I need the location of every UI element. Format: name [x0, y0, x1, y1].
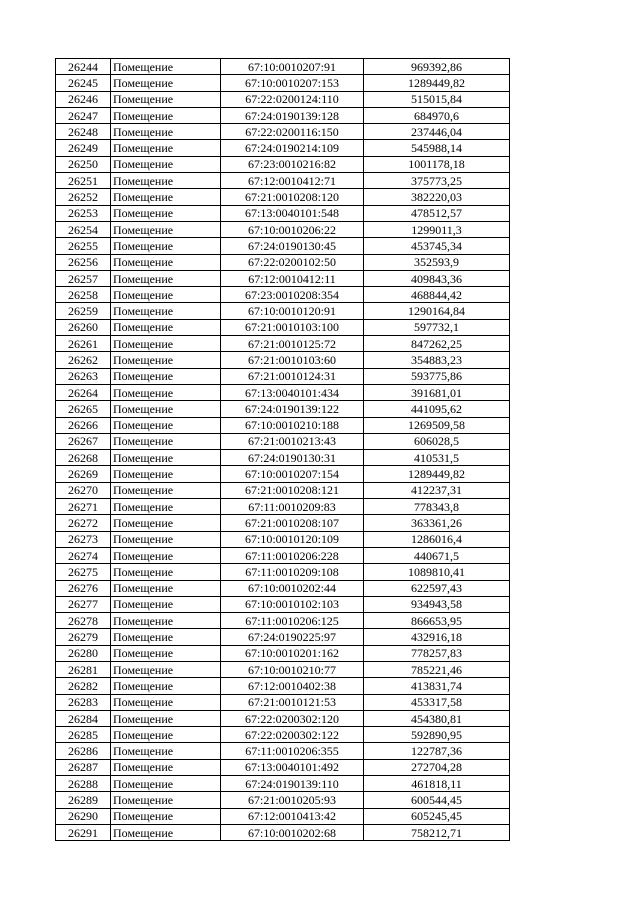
table-row [56, 107, 510, 123]
table-row [56, 759, 510, 775]
object-type-cell: Помещение [111, 450, 221, 466]
object-type-cell: Помещение [111, 482, 221, 498]
object-type-cell: Помещение [111, 221, 221, 237]
object-type-cell: Помещение [111, 743, 221, 759]
cadastral-number-cell: 67:24:0190214:109 [221, 140, 364, 156]
table-row [56, 710, 510, 726]
cadastral-number-cell: 67:21:0010121:53 [221, 694, 364, 710]
cadastral-value-cell: 593775,86 [364, 368, 510, 384]
cadastral-number-cell: 67:24:0190130:31 [221, 450, 364, 466]
cadastral-number-cell: 67:12:0010412:11 [221, 270, 364, 286]
cadastral-value-cell: 1286016,4 [364, 531, 510, 547]
cadastral-number-cell: 67:22:0200116:150 [221, 124, 364, 140]
row-number-cell: 26250 [56, 156, 111, 172]
object-type-cell: Помещение [111, 808, 221, 824]
table-row [56, 336, 510, 352]
row-number-cell: 26277 [56, 596, 111, 612]
object-type-cell: Помещение [111, 433, 221, 449]
object-type-cell: Помещение [111, 287, 221, 303]
table-row [56, 433, 510, 449]
cadastral-value-cell: 454380,81 [364, 710, 510, 726]
cadastral-number-cell: 67:13:0040101:434 [221, 384, 364, 400]
row-number-cell: 26260 [56, 319, 111, 335]
row-number-cell: 26257 [56, 270, 111, 286]
cadastral-number-cell: 67:22:0200302:120 [221, 710, 364, 726]
object-type-cell: Помещение [111, 694, 221, 710]
cadastral-number-cell: 67:10:0010210:188 [221, 417, 364, 433]
table-row [56, 352, 510, 368]
cadastral-value-cell: 375773,25 [364, 173, 510, 189]
cadastral-value-cell: 272704,28 [364, 759, 510, 775]
object-type-cell: Помещение [111, 124, 221, 140]
row-number-cell: 26284 [56, 710, 111, 726]
cadastral-value-cell: 758212,71 [364, 824, 510, 840]
object-type-cell: Помещение [111, 336, 221, 352]
row-number-cell: 26254 [56, 221, 111, 237]
object-type-cell: Помещение [111, 384, 221, 400]
row-number-cell: 26272 [56, 515, 111, 531]
cadastral-number-cell: 67:12:0010412:71 [221, 173, 364, 189]
cadastral-number-cell: 67:10:0010207:154 [221, 466, 364, 482]
object-type-cell: Помещение [111, 238, 221, 254]
cadastral-number-cell: 67:13:0040101:492 [221, 759, 364, 775]
row-number-cell: 26278 [56, 613, 111, 629]
cadastral-number-cell: 67:21:0010103:100 [221, 319, 364, 335]
row-number-cell: 26266 [56, 417, 111, 433]
cadastral-value-cell: 237446,04 [364, 124, 510, 140]
cadastral-value-cell: 934943,58 [364, 596, 510, 612]
table-row [56, 645, 510, 661]
row-number-cell: 26253 [56, 205, 111, 221]
table-row [56, 824, 510, 840]
cadastral-value-cell: 1289449,82 [364, 75, 510, 91]
table-row [56, 238, 510, 254]
object-type-cell: Помещение [111, 531, 221, 547]
cadastral-number-cell: 67:24:0190225:97 [221, 629, 364, 645]
table-row [56, 205, 510, 221]
table-row [56, 59, 510, 75]
table-row [56, 661, 510, 677]
object-type-cell: Помещение [111, 645, 221, 661]
cadastral-number-cell: 67:24:0190130:45 [221, 238, 364, 254]
row-number-cell: 26264 [56, 384, 111, 400]
cadastral-value-cell: 847262,25 [364, 336, 510, 352]
table-row [56, 466, 510, 482]
table-row [56, 303, 510, 319]
row-number-cell: 26269 [56, 466, 111, 482]
cadastral-value-cell: 478512,57 [364, 205, 510, 221]
cadastral-number-cell: 67:10:0010202:44 [221, 580, 364, 596]
cadastral-number-cell: 67:24:0190139:128 [221, 107, 364, 123]
cadastral-number-cell: 67:10:0010120:91 [221, 303, 364, 319]
row-number-cell: 26290 [56, 808, 111, 824]
cadastral-number-cell: 67:22:0200124:110 [221, 91, 364, 107]
cadastral-number-cell: 67:22:0200302:122 [221, 727, 364, 743]
row-number-cell: 26270 [56, 482, 111, 498]
cadastral-value-cell: 597732,1 [364, 319, 510, 335]
cadastral-number-cell: 67:21:0010205:93 [221, 792, 364, 808]
cadastral-value-cell: 1001178,18 [364, 156, 510, 172]
cadastral-value-cell: 545988,14 [364, 140, 510, 156]
table-row [56, 596, 510, 612]
object-type-cell: Помещение [111, 776, 221, 792]
row-number-cell: 26283 [56, 694, 111, 710]
object-type-cell: Помещение [111, 661, 221, 677]
object-type-cell: Помещение [111, 759, 221, 775]
cadastral-value-cell: 409843,36 [364, 270, 510, 286]
object-type-cell: Помещение [111, 319, 221, 335]
object-type-cell: Помещение [111, 824, 221, 840]
cadastral-number-cell: 67:21:0010124:31 [221, 368, 364, 384]
object-type-cell: Помещение [111, 352, 221, 368]
row-number-cell: 26273 [56, 531, 111, 547]
object-type-cell: Помещение [111, 75, 221, 91]
cadastral-number-cell: 67:23:0010216:82 [221, 156, 364, 172]
table-row [56, 319, 510, 335]
cadastral-value-cell: 1289449,82 [364, 466, 510, 482]
table-row [56, 515, 510, 531]
table-row [56, 743, 510, 759]
row-number-cell: 26245 [56, 75, 111, 91]
cadastral-number-cell: 67:10:0010207:153 [221, 75, 364, 91]
cadastral-number-cell: 67:22:0200102:50 [221, 254, 364, 270]
table-row [56, 368, 510, 384]
row-number-cell: 26248 [56, 124, 111, 140]
table-row [56, 401, 510, 417]
cadastral-number-cell: 67:21:0010208:120 [221, 189, 364, 205]
row-number-cell: 26246 [56, 91, 111, 107]
cadastral-value-cell: 600544,45 [364, 792, 510, 808]
table-row [56, 564, 510, 580]
row-number-cell: 26249 [56, 140, 111, 156]
cadastral-value-cell: 453317,58 [364, 694, 510, 710]
table-row [56, 694, 510, 710]
table-row [56, 629, 510, 645]
property-table-body [56, 59, 510, 841]
object-type-cell: Помещение [111, 59, 221, 75]
table-row [56, 287, 510, 303]
cadastral-number-cell: 67:13:0040101:548 [221, 205, 364, 221]
object-type-cell: Помещение [111, 156, 221, 172]
table-row [56, 75, 510, 91]
table-row [56, 156, 510, 172]
cadastral-value-cell: 412237,31 [364, 482, 510, 498]
cadastral-number-cell: 67:10:0010201:162 [221, 645, 364, 661]
cadastral-value-cell: 382220,03 [364, 189, 510, 205]
row-number-cell: 26286 [56, 743, 111, 759]
cadastral-value-cell: 592890,95 [364, 727, 510, 743]
object-type-cell: Помещение [111, 140, 221, 156]
cadastral-value-cell: 352593,9 [364, 254, 510, 270]
table-row [56, 547, 510, 563]
row-number-cell: 26262 [56, 352, 111, 368]
object-type-cell: Помещение [111, 417, 221, 433]
cadastral-value-cell: 515015,84 [364, 91, 510, 107]
table-row [56, 776, 510, 792]
cadastral-value-cell: 440671,5 [364, 547, 510, 563]
table-row [56, 189, 510, 205]
row-number-cell: 26252 [56, 189, 111, 205]
row-number-cell: 26282 [56, 678, 111, 694]
row-number-cell: 26291 [56, 824, 111, 840]
cadastral-value-cell: 441095,62 [364, 401, 510, 417]
object-type-cell: Помещение [111, 710, 221, 726]
row-number-cell: 26279 [56, 629, 111, 645]
row-number-cell: 26265 [56, 401, 111, 417]
cadastral-value-cell: 1089810,41 [364, 564, 510, 580]
table-row [56, 221, 510, 237]
cadastral-value-cell: 1269509,58 [364, 417, 510, 433]
table-row [56, 270, 510, 286]
object-type-cell: Помещение [111, 254, 221, 270]
cadastral-value-cell: 391681,01 [364, 384, 510, 400]
cadastral-value-cell: 413831,74 [364, 678, 510, 694]
row-number-cell: 26280 [56, 645, 111, 661]
cadastral-value-cell: 363361,26 [364, 515, 510, 531]
cadastral-value-cell: 1299011,3 [364, 221, 510, 237]
object-type-cell: Помещение [111, 205, 221, 221]
object-type-cell: Помещение [111, 466, 221, 482]
cadastral-value-cell: 461818,11 [364, 776, 510, 792]
cadastral-number-cell: 67:11:0010209:108 [221, 564, 364, 580]
table-row [56, 417, 510, 433]
object-type-cell: Помещение [111, 515, 221, 531]
cadastral-value-cell: 1290164,84 [364, 303, 510, 319]
table-row [56, 124, 510, 140]
cadastral-value-cell: 354883,23 [364, 352, 510, 368]
object-type-cell: Помещение [111, 401, 221, 417]
object-type-cell: Помещение [111, 303, 221, 319]
table-row [56, 91, 510, 107]
cadastral-value-cell: 410531,5 [364, 450, 510, 466]
table-row [56, 580, 510, 596]
object-type-cell: Помещение [111, 580, 221, 596]
cadastral-number-cell: 67:10:0010207:91 [221, 59, 364, 75]
object-type-cell: Помещение [111, 629, 221, 645]
row-number-cell: 26258 [56, 287, 111, 303]
cadastral-number-cell: 67:12:0010413:42 [221, 808, 364, 824]
cadastral-number-cell: 67:21:0010103:60 [221, 352, 364, 368]
cadastral-number-cell: 67:11:0010209:83 [221, 499, 364, 515]
table-row [56, 384, 510, 400]
cadastral-value-cell: 969392,86 [364, 59, 510, 75]
table-row [56, 482, 510, 498]
row-number-cell: 26288 [56, 776, 111, 792]
row-number-cell: 26244 [56, 59, 111, 75]
table-row [56, 792, 510, 808]
object-type-cell: Помещение [111, 564, 221, 580]
object-type-cell: Помещение [111, 107, 221, 123]
row-number-cell: 26287 [56, 759, 111, 775]
cadastral-value-cell: 778257,83 [364, 645, 510, 661]
row-number-cell: 26263 [56, 368, 111, 384]
table-row [56, 678, 510, 694]
row-number-cell: 26289 [56, 792, 111, 808]
object-type-cell: Помещение [111, 613, 221, 629]
table-row [56, 808, 510, 824]
cadastral-value-cell: 606028,5 [364, 433, 510, 449]
cadastral-number-cell: 67:21:0010208:107 [221, 515, 364, 531]
object-type-cell: Помещение [111, 547, 221, 563]
property-table [55, 58, 510, 841]
row-number-cell: 26268 [56, 450, 111, 466]
row-number-cell: 26256 [56, 254, 111, 270]
row-number-cell: 26271 [56, 499, 111, 515]
object-type-cell: Помещение [111, 499, 221, 515]
cadastral-number-cell: 67:10:0010202:68 [221, 824, 364, 840]
object-type-cell: Помещение [111, 678, 221, 694]
cadastral-value-cell: 605245,45 [364, 808, 510, 824]
row-number-cell: 26275 [56, 564, 111, 580]
cadastral-value-cell: 622597,43 [364, 580, 510, 596]
row-number-cell: 26267 [56, 433, 111, 449]
cadastral-number-cell: 67:23:0010208:354 [221, 287, 364, 303]
cadastral-number-cell: 67:21:0010213:43 [221, 433, 364, 449]
cadastral-number-cell: 67:11:0010206:125 [221, 613, 364, 629]
cadastral-number-cell: 67:24:0190139:122 [221, 401, 364, 417]
table-row [56, 613, 510, 629]
table-row [56, 173, 510, 189]
object-type-cell: Помещение [111, 91, 221, 107]
table-row [56, 531, 510, 547]
row-number-cell: 26276 [56, 580, 111, 596]
row-number-cell: 26255 [56, 238, 111, 254]
cadastral-number-cell: 67:10:0010210:77 [221, 661, 364, 677]
object-type-cell: Помещение [111, 368, 221, 384]
row-number-cell: 26281 [56, 661, 111, 677]
row-number-cell: 26285 [56, 727, 111, 743]
cadastral-value-cell: 785221,46 [364, 661, 510, 677]
object-type-cell: Помещение [111, 173, 221, 189]
object-type-cell: Помещение [111, 727, 221, 743]
cadastral-number-cell: 67:11:0010206:228 [221, 547, 364, 563]
cadastral-number-cell: 67:21:0010125:72 [221, 336, 364, 352]
cadastral-number-cell: 67:11:0010206:355 [221, 743, 364, 759]
row-number-cell: 26251 [56, 173, 111, 189]
cadastral-number-cell: 67:10:0010206:22 [221, 221, 364, 237]
table-row [56, 450, 510, 466]
table-row [56, 140, 510, 156]
cadastral-value-cell: 122787,36 [364, 743, 510, 759]
cadastral-number-cell: 67:10:0010102:103 [221, 596, 364, 612]
cadastral-number-cell: 67:12:0010402:38 [221, 678, 364, 694]
row-number-cell: 26261 [56, 336, 111, 352]
cadastral-number-cell: 67:24:0190139:110 [221, 776, 364, 792]
object-type-cell: Помещение [111, 792, 221, 808]
table-row [56, 254, 510, 270]
cadastral-value-cell: 453745,34 [364, 238, 510, 254]
cadastral-value-cell: 432916,18 [364, 629, 510, 645]
cadastral-value-cell: 468844,42 [364, 287, 510, 303]
cadastral-number-cell: 67:10:0010120:109 [221, 531, 364, 547]
cadastral-value-cell: 866653,95 [364, 613, 510, 629]
table-row [56, 727, 510, 743]
object-type-cell: Помещение [111, 596, 221, 612]
table-row [56, 499, 510, 515]
object-type-cell: Помещение [111, 270, 221, 286]
row-number-cell: 26259 [56, 303, 111, 319]
cadastral-number-cell: 67:21:0010208:121 [221, 482, 364, 498]
row-number-cell: 26274 [56, 547, 111, 563]
cadastral-value-cell: 778343,8 [364, 499, 510, 515]
cadastral-value-cell: 684970,6 [364, 107, 510, 123]
object-type-cell: Помещение [111, 189, 221, 205]
row-number-cell: 26247 [56, 107, 111, 123]
